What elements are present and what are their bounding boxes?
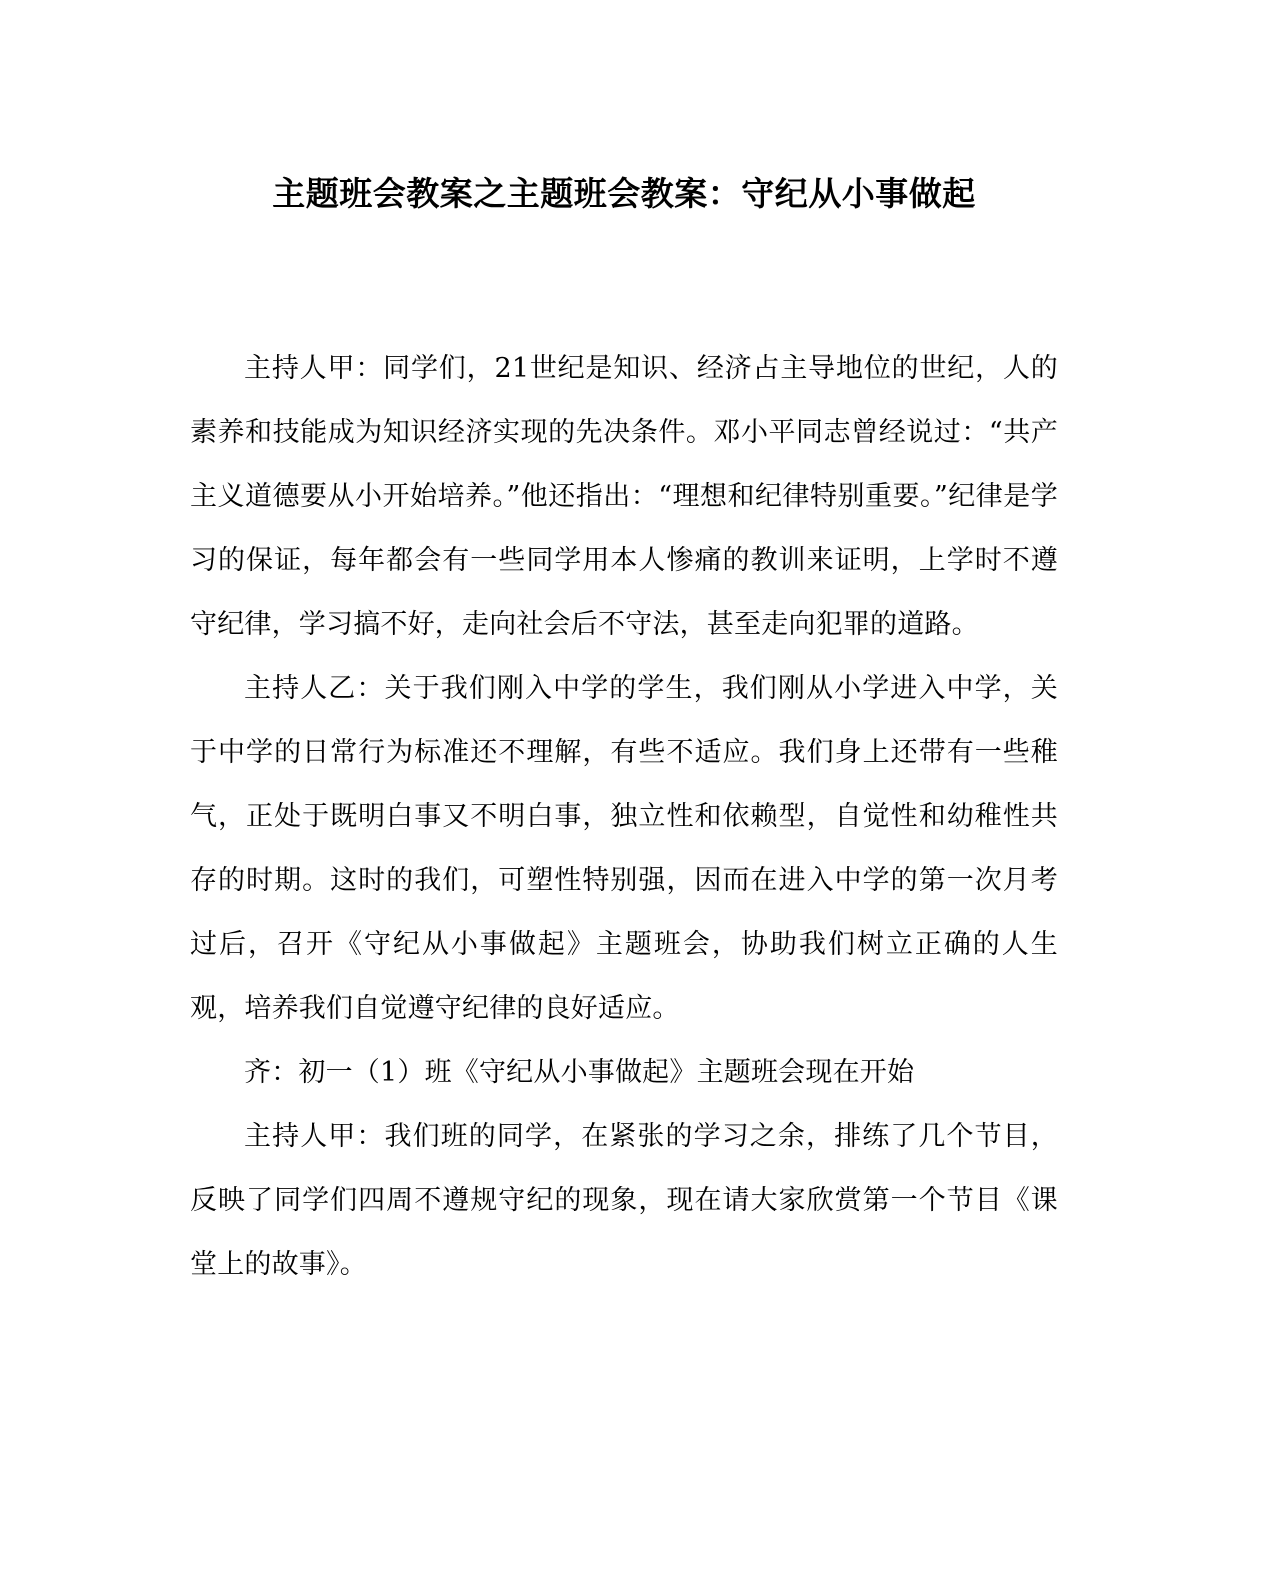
paragraph-host-a-intro [190,337,1058,657]
paragraph-text: 主持人甲：同学们，21世纪是知识、经济占主导地位的世纪，人的素养和技能成为知识经济实现的先决条件。邓小平同志曾经说过：“共产主义道德要从小开始培养。”他还指出：“理想和纪律特别重要。”纪律是学习的保证，每年都会有一些同学用本人惨痛的教训来证明，上学时不遵守纪律，学习搞不好，走向社会后不守法，甚至走向犯罪的道路。 [190,353,1058,640]
paragraph-text: 齐：初一（1）班《守纪从小事做起》主题班会现在开始 [244,1057,915,1088]
paragraph-together [190,1041,1058,1105]
paragraph-text: 主持人甲：我们班的同学，在紧张的学习之余，排练了几个节目，反映了同学们四周不遵规守纪的现象，现在请大家欣赏第一个节目《课堂上的故事》。 [190,1121,1058,1280]
paragraph-host-b [190,657,1058,1041]
paragraph-text: 主持人乙：关于我们刚入中学的学生，我们刚从小学进入中学，关于中学的日常行为标准还不理解，有些不适应。我们身上还带有一些稚气，正处于既明白事又不明白事，独立性和依赖型，自觉性和幼稚性共存的时期。这时的我们，可塑性特别强，因而在进入中学的第一次月考过后，召开《守纪从小事做起》主题班会，协助我们树立正确的人生观，培养我们自觉遵守纪律的良好适应。 [190,673,1058,1024]
document-body [190,337,1058,1297]
paragraph-host-a-program [190,1105,1058,1297]
document-title: 主题班会教案之主题班会教案：守纪从小事做起 [272,174,976,213]
